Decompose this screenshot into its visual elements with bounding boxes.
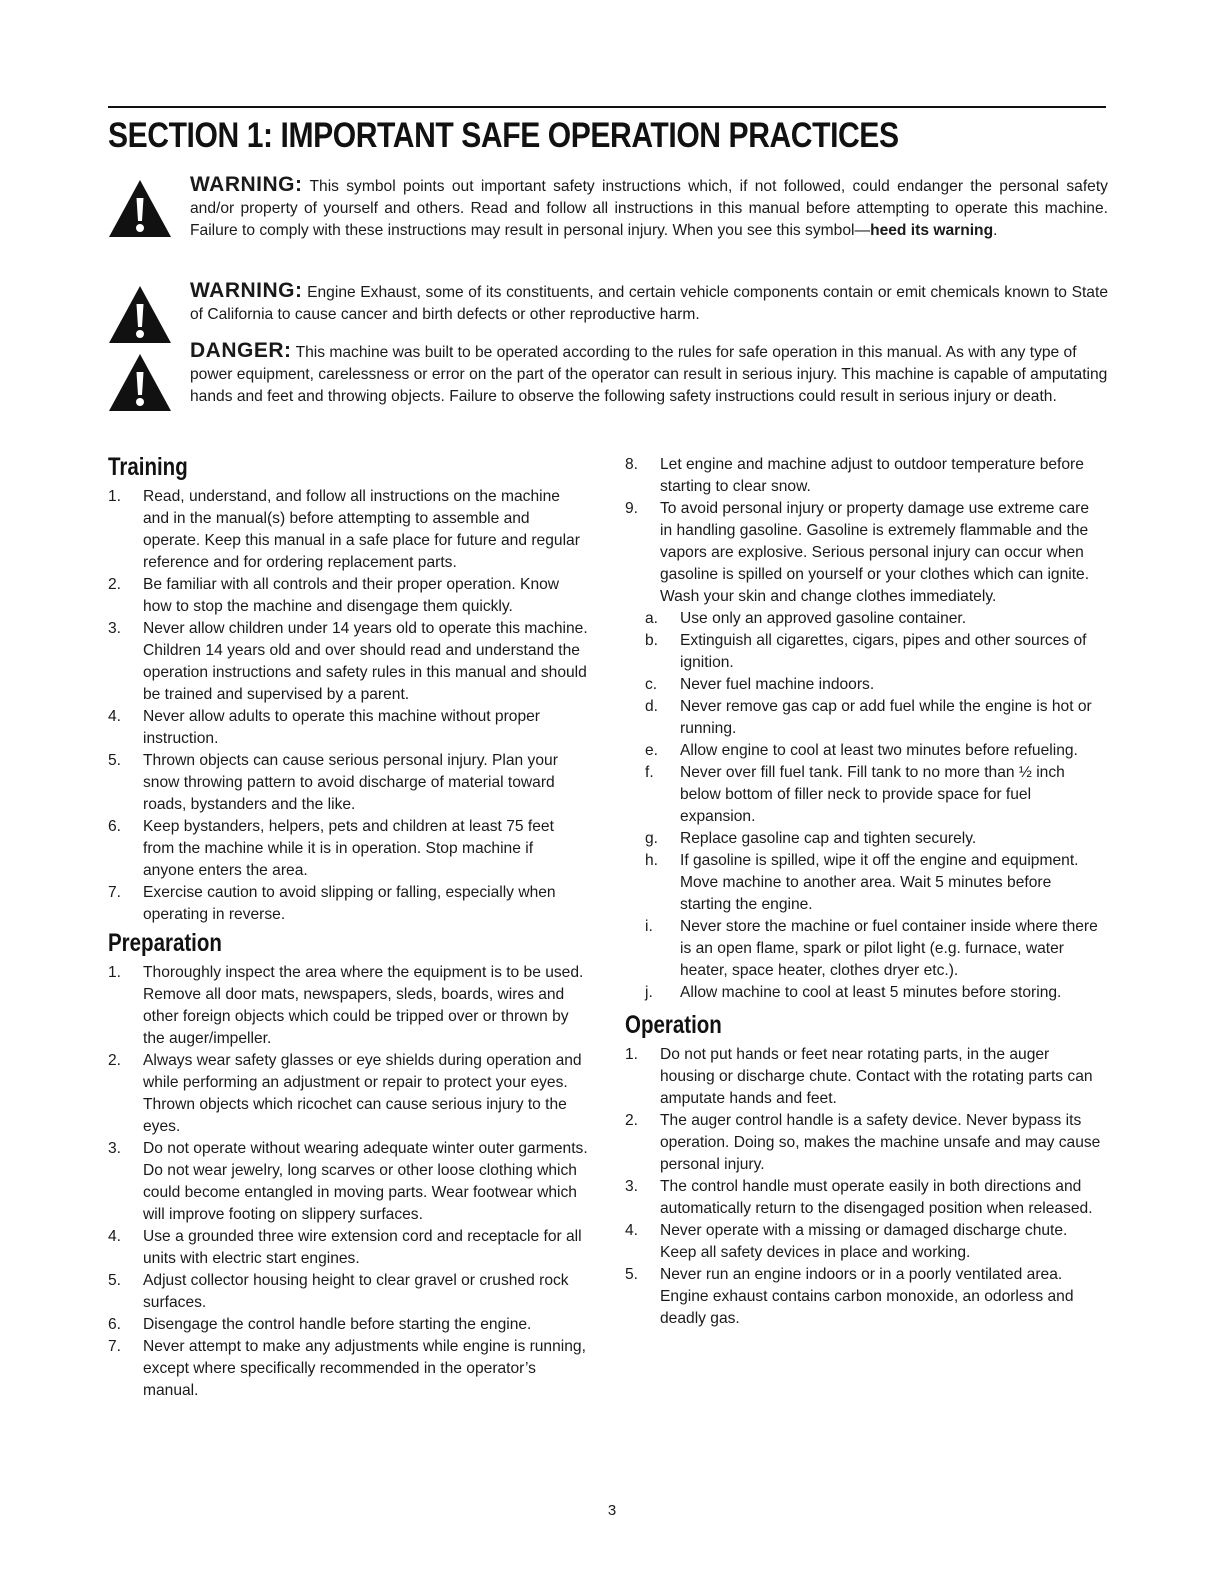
item-text: Adjust collector housing height to clear gravel or crushed rock surfaces. bbox=[143, 1272, 569, 1311]
item-letter: d. bbox=[645, 698, 659, 715]
item-number: 1. bbox=[625, 1046, 639, 1063]
operation-heading: Operation bbox=[625, 1011, 722, 1039]
notice-text bbox=[190, 174, 1108, 242]
gasoline-sublist bbox=[625, 608, 1105, 1004]
list-item bbox=[625, 1264, 1105, 1330]
list-item bbox=[108, 706, 588, 750]
sub-list-item bbox=[625, 674, 1105, 696]
training-heading: Training bbox=[108, 453, 188, 481]
list-item bbox=[108, 1138, 588, 1226]
item-text: Let engine and machine adjust to outdoor temperature before starting to clear snow. bbox=[660, 456, 1084, 495]
list-item bbox=[108, 618, 588, 706]
left-column bbox=[108, 452, 588, 1402]
item-number: 2. bbox=[625, 1112, 639, 1129]
item-number: 4. bbox=[625, 1222, 639, 1239]
preparation-heading: Preparation bbox=[108, 929, 222, 957]
list-item bbox=[625, 1044, 1105, 1110]
operation-list bbox=[625, 1044, 1105, 1330]
item-text: Allow engine to cool at least two minutes before refueling. bbox=[680, 742, 1078, 759]
item-text: Thrown objects can cause serious personal injury. Plan your snow throwing pattern to avoid discharge of material toward roads, bystanders and the like. bbox=[143, 752, 558, 813]
item-text: Never fuel machine indoors. bbox=[680, 676, 875, 693]
item-text: Read, understand, and follow all instructions on the machine and in the manual(s) before attempting to assemble and operate. Keep this manual in a safe place for future and regular reference and for ordering replacement parts. bbox=[143, 488, 580, 571]
sub-list-item bbox=[625, 916, 1105, 982]
item-letter: j. bbox=[645, 984, 653, 1001]
sub-list-item bbox=[625, 850, 1105, 916]
list-item bbox=[108, 574, 588, 618]
item-number: 5. bbox=[625, 1266, 639, 1283]
notice-body: This symbol points out important safety instructions which, if not followed, could endanger the personal safety and/or property of yourself and others. Read and follow all instructions in this manual before attempting to operate this machine. Failure to comply with these instructions may result in personal injury. When you see this symbol— bbox=[190, 178, 1108, 239]
item-text: Replace gasoline cap and tighten securely. bbox=[680, 830, 977, 847]
danger-notice bbox=[108, 340, 1108, 408]
item-number: 8. bbox=[625, 456, 639, 473]
item-letter: c. bbox=[645, 676, 658, 693]
item-text: Never operate with a missing or damaged discharge chute. Keep all safety devices in place and working. bbox=[660, 1222, 1068, 1261]
item-number: 6. bbox=[108, 818, 122, 835]
list-item bbox=[625, 1176, 1105, 1220]
list-item bbox=[108, 1336, 588, 1402]
preparation-list bbox=[108, 962, 588, 1402]
item-number: 2. bbox=[108, 1052, 122, 1069]
sub-list-item bbox=[625, 740, 1105, 762]
item-text: Never over fill fuel tank. Fill tank to no more than ½ inch below bottom of filler neck to provide space for fuel expansion. bbox=[680, 764, 1065, 825]
sub-list-item bbox=[625, 630, 1105, 674]
notice-label: WARNING: bbox=[190, 279, 303, 302]
item-text: The control handle must operate easily in both directions and automatically return to the disengaged position when released. bbox=[660, 1178, 1093, 1217]
item-number: 4. bbox=[108, 1228, 122, 1245]
item-number: 7. bbox=[108, 884, 122, 901]
item-text: Never allow children under 14 years old to operate this machine. Children 14 years old and over should read and understand the operation instructions and safety rules in this manual and should be trained and supervised by a parent. bbox=[143, 620, 588, 703]
warning-notice-2 bbox=[108, 280, 1108, 326]
item-text: Use a grounded three wire extension cord and receptacle for all units with electric start engines. bbox=[143, 1228, 582, 1267]
item-text: Disengage the control handle before starting the engine. bbox=[143, 1316, 532, 1333]
item-letter: g. bbox=[645, 830, 659, 847]
list-item bbox=[108, 962, 588, 1050]
item-number: 1. bbox=[108, 488, 122, 505]
notice-body: Engine Exhaust, some of its constituents, and certain vehicle components contain or emit chemicals known to State of California to cause cancer and birth defects or other reproductive harm. bbox=[190, 284, 1108, 323]
item-text: Never allow adults to operate this machine without proper instruction. bbox=[143, 708, 540, 747]
preparation-list-continued bbox=[625, 454, 1105, 1004]
sub-list-item bbox=[625, 982, 1105, 1004]
item-number: 3. bbox=[108, 1140, 122, 1157]
item-text: Never store the machine or fuel container inside where there is an open flame, spark or pilot light (e.g. furnace, water heater, space heater, clothes dryer etc.). bbox=[680, 918, 1098, 979]
sub-list-item bbox=[625, 608, 1105, 630]
list-item bbox=[108, 816, 588, 882]
item-number: 6. bbox=[108, 1316, 122, 1333]
sub-list-item bbox=[625, 762, 1105, 828]
sub-list-item bbox=[625, 828, 1105, 850]
item-letter: f. bbox=[645, 764, 654, 781]
list-item bbox=[108, 1050, 588, 1138]
item-text: Do not operate without wearing adequate winter outer garments. Do not wear jewelry, long scarves or other loose clothing which could become entangled in moving parts. Wear footwear which will improve footing on slippery surfaces. bbox=[143, 1140, 588, 1223]
training-list bbox=[108, 486, 588, 926]
notice-text bbox=[190, 340, 1108, 408]
item-number: 2. bbox=[108, 576, 122, 593]
item-letter: h. bbox=[645, 852, 659, 869]
notice-label: WARNING: bbox=[190, 173, 303, 196]
list-item bbox=[625, 1110, 1105, 1176]
item-letter: a. bbox=[645, 610, 659, 627]
list-item bbox=[625, 454, 1105, 498]
item-letter: e. bbox=[645, 742, 659, 759]
list-item bbox=[625, 498, 1105, 1004]
item-number: 3. bbox=[625, 1178, 639, 1195]
notice-label: DANGER: bbox=[190, 339, 292, 362]
item-text: Never remove gas cap or add fuel while the engine is hot or running. bbox=[680, 698, 1092, 737]
item-text: Be familiar with all controls and their proper operation. Know how to stop the machine and disengage them quickly. bbox=[143, 576, 560, 615]
notice-body: This machine was built to be operated according to the rules for safe operation in this manual. As with any type of power equipment, carelessness or error on the part of the operator can result in serious injury. This machine is capable of amputating hands and feet and throwing objects. Failure to observe the following safety instructions could result in serious injury or death. bbox=[190, 344, 1108, 405]
item-text: Never run an engine indoors or in a poorly ventilated area. Engine exhaust contains carbon monoxide, an odorless and deadly gas. bbox=[660, 1266, 1074, 1327]
item-text: To avoid personal injury or property damage use extreme care in handling gasoline. Gasoline is extremely flammable and the vapors are explosive. Serious personal injury can occur when gasoline is spilled on yourself or your clothes which can ignite. Wash your skin and change clothes immediately. bbox=[660, 500, 1090, 605]
item-text: Extinguish all cigarettes, cigars, pipes and other sources of ignition. bbox=[680, 632, 1087, 671]
item-number: 1. bbox=[108, 964, 122, 981]
warning-notice-1 bbox=[108, 174, 1108, 242]
item-text: The auger control handle is a safety device. Never bypass its operation. Doing so, makes the machine unsafe and may cause personal injury. bbox=[660, 1112, 1101, 1173]
top-rule bbox=[108, 106, 1106, 108]
item-text: Do not put hands or feet near rotating parts, in the auger housing or discharge chute. Contact with the rotating parts can amputate hands and feet. bbox=[660, 1046, 1093, 1107]
list-item bbox=[108, 882, 588, 926]
notice-tail: . bbox=[993, 222, 998, 239]
item-letter: i. bbox=[645, 918, 653, 935]
list-item bbox=[625, 1220, 1105, 1264]
item-text: Use only an approved gasoline container. bbox=[680, 610, 967, 627]
item-number: 4. bbox=[108, 708, 122, 725]
sub-list-item bbox=[625, 696, 1105, 740]
item-text: Always wear safety glasses or eye shields during operation and while performing an adjustment or repair to protect your eyes. Thrown objects which ricochet can cause serious injury to the eyes. bbox=[143, 1052, 582, 1135]
right-column bbox=[625, 454, 1105, 1330]
item-text: Allow machine to cool at least 5 minutes before storing. bbox=[680, 984, 1062, 1001]
section-title: SECTION 1: IMPORTANT SAFE OPERATION PRACTICES bbox=[108, 116, 899, 155]
item-text: If gasoline is spilled, wipe it off the engine and equipment. Move machine to another area. Wait 5 minutes before starting the engine. bbox=[680, 852, 1079, 913]
warning-triangle-icon bbox=[108, 352, 172, 412]
item-text: Thoroughly inspect the area where the equipment is to be used. Remove all door mats, newspapers, sleds, boards, wires and other foreign objects which could be tripped over or thrown by the auger/impeller. bbox=[143, 964, 584, 1047]
item-text: Never attempt to make any adjustments while engine is running, except where specifically recommended in the operator’s manual. bbox=[143, 1338, 586, 1399]
list-item bbox=[108, 486, 588, 574]
item-letter: b. bbox=[645, 632, 659, 649]
item-text: Exercise caution to avoid slipping or falling, especially when operating in reverse. bbox=[143, 884, 556, 923]
item-text: Keep bystanders, helpers, pets and children at least 75 feet from the machine while it is in operation. Stop machine if anyone enters the area. bbox=[143, 818, 554, 879]
warning-triangle-icon bbox=[108, 284, 172, 344]
item-number: 5. bbox=[108, 1272, 122, 1289]
item-number: 3. bbox=[108, 620, 122, 637]
item-number: 9. bbox=[625, 500, 639, 517]
page-number: 3 bbox=[607, 1502, 617, 1519]
list-item bbox=[108, 1314, 588, 1336]
item-number: 7. bbox=[108, 1338, 122, 1355]
list-item bbox=[108, 1226, 588, 1270]
notice-text bbox=[190, 280, 1108, 326]
list-item bbox=[108, 1270, 588, 1314]
warning-triangle-icon bbox=[108, 178, 172, 238]
list-item bbox=[108, 750, 588, 816]
item-number: 5. bbox=[108, 752, 122, 769]
notice-emphasis: heed its warning bbox=[870, 222, 994, 239]
